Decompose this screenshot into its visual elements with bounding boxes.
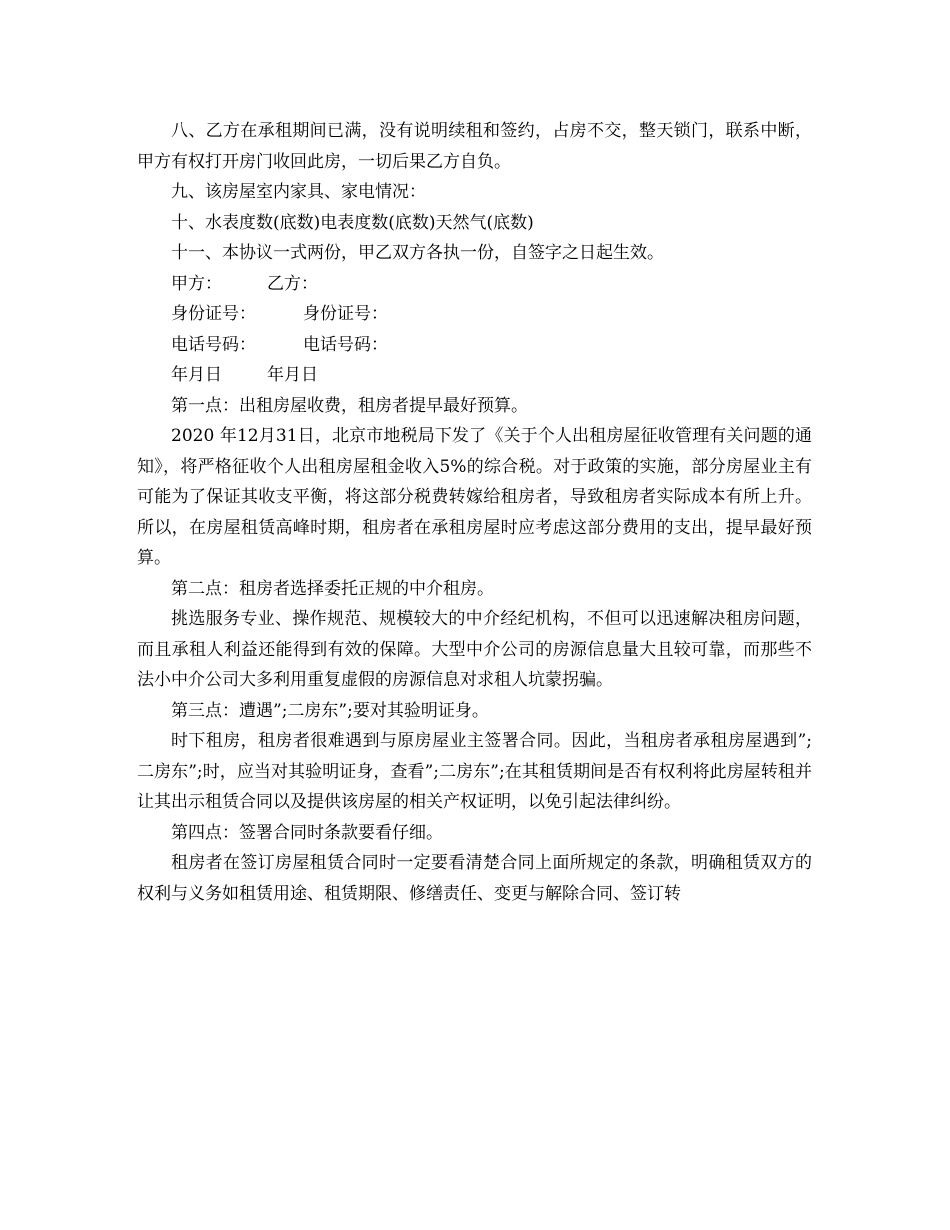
party-a-label: 甲方： <box>171 273 222 294</box>
date-a-label: 年月日 <box>171 365 222 385</box>
clause-nine: 九、该房屋室内家具、家电情况： <box>171 182 426 202</box>
point-four-heading: 第四点：签署合同时条款要看仔细。 <box>171 822 443 843</box>
signature-id-row <box>137 299 812 330</box>
signature-date-row <box>137 360 812 391</box>
signature-phone-row <box>137 330 812 361</box>
clause-eleven: 十一、本协议一式两份，甲乙双方各执一份，自签字之日起生效。 <box>171 243 664 263</box>
point-four-text: 租房者在签订房屋租赁合同时一定要看清楚合同上面所规定的条款，明确租赁双方的权利与义务如租赁用途、租赁期限、修缮责任、变更与解除合同、签订转 <box>137 853 812 904</box>
point-one-heading: 第一点：出租房屋收费，租房者提早最好预算。 <box>171 395 528 416</box>
point-one-text: 2020 年12月31日，北京市地税局下发了《关于个人出租房屋征收管理有关问题的通知》，将严格征收个人出租房屋租金收入5%的综合税。对于政策的实施，部分房屋业主有可能为了保证其收支平衡，将这部分税费转嫁给租房者，导致租房者实际成本有所上升。所以，在房屋租赁高峰时期，租房者在承租房屋时应考虑这部分费用的支出，提早最好预算。 <box>137 426 812 568</box>
clause-ten: 十、水表度数(底数)电表度数(底数)天然气(底数) <box>171 212 534 233</box>
point-two-heading: 第二点：租房者选择委托正规的中介租房。 <box>171 578 494 599</box>
point-two-text: 挑选服务专业、操作规范、规模较大的中介经纪机构，不但可以迅速解决租房问题，而且承租人利益还能得到有效的保障。大型中介公司的房源信息量大且较可靠，而那些不法小中介公司大多利用重复虚假的房源信息对求租人坑蒙拐骗。 <box>137 609 812 690</box>
clause-eight: 八、乙方在承租期间已满，没有说明续租和签约，占房不交，整天锁门，联系中断，甲方有权打开房门收回此房，一切后果乙方自负。 <box>137 121 812 172</box>
phone-a-label: 电话号码： <box>171 334 256 355</box>
date-b-label: 年月日 <box>267 365 318 385</box>
id-a-label: 身份证号： <box>171 304 256 324</box>
phone-b-label: 电话号码： <box>303 334 388 355</box>
id-b-label: 身份证号： <box>303 304 388 324</box>
point-three-heading: 第三点：遭遇”;二房东”;要对其验明证身。 <box>171 700 489 721</box>
signature-party-row <box>137 269 812 300</box>
party-b-label: 乙方： <box>267 273 318 294</box>
point-three-text: 时下租房，租房者很难遇到与原房屋业主签署合同。因此，当租房者承租房屋遇到”;二房东”;时，应当对其验明证身，查看”;二房东”;在其租赁期间是否有权利将此房屋转租并让其出示租赁合同以及提供该房屋的相关产权证明，以免引起法律纠纷。 <box>137 731 812 812</box>
